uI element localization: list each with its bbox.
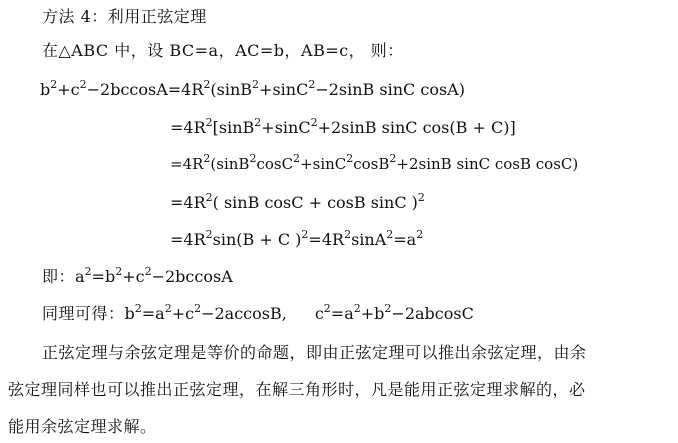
exponent: 2 [308,77,316,91]
eq2-part: [sinB [212,118,255,137]
exponent: 2 [346,152,354,165]
eq2-part: +2sinB sinC cos(B + C)] [317,118,516,137]
eq3-part: +sinC [300,155,347,173]
exponent: 2 [386,227,394,241]
eq5-part: =a [393,230,417,249]
eq5-part: sinA [351,230,387,249]
eq3-part: (sinB [210,155,250,173]
exponent: 2 [310,115,318,129]
result-part: −2bccosA [151,267,233,286]
eq4-part: ( sinB cosC + cosB sinC ) [212,193,418,212]
result-line [42,264,233,287]
exponent: 2 [205,190,213,204]
result-part: =b [91,267,116,286]
result-label: 即： [42,267,76,286]
eq4-part: =4R [170,193,206,212]
equation-line-5 [170,227,424,250]
exponent: 2 [79,77,87,91]
eq3-part: cosB [353,155,390,173]
method-title: 方法 4：利用正弦定理 [42,7,207,26]
eq1-part: +sinC [259,80,309,99]
exponent: 2 [249,152,257,165]
eq3-part: +2sinB sinC cosB cosC) [396,155,579,173]
equation-line-2 [170,115,516,138]
similar-part: =a [330,304,354,323]
exponent: 2 [252,77,260,91]
exponent: 2 [301,227,309,241]
exponent: 2 [416,227,424,241]
eq1-part: −2bccosA=4R [86,80,204,99]
exponent: 2 [164,301,172,315]
exponent: 2 [144,264,152,278]
exponent: 2 [134,301,142,315]
exponent: 2 [389,152,397,165]
similar-part: −2abcosC [391,304,474,323]
exponent: 2 [115,264,123,278]
result-part: a [75,267,85,286]
paragraph-line-3: 能用余弦定理求解。 [8,417,157,436]
eq5-part: =4R [170,230,206,249]
similar-part: c [314,304,324,323]
exponent: 2 [194,301,202,315]
similar-part: +b [360,304,385,323]
exponent: 2 [417,190,425,204]
exponent: 2 [384,301,392,315]
paragraph-line-1: 正弦定理与余弦定理是等价的命题，即由正弦定理可以推出余弦定理，由余 [42,343,587,362]
similar-part: =a [141,304,165,323]
exponent: 2 [353,301,361,315]
paragraph-line-2: 弦定理同样也可以推出正弦定理，在解三角形时，凡是能用正弦定理求解的，必 [8,380,586,399]
similar-label: 同理可得： [42,304,125,323]
exponent: 2 [293,152,301,165]
setup-line: 在△ABC 中，设 BC=a，AC=b，AB=c， 则： [42,41,404,60]
exponent: 2 [205,115,213,129]
exponent: 2 [203,77,211,91]
exponent: 2 [344,227,352,241]
similar-part: +c [171,304,195,323]
eq1-part: b [40,80,51,99]
eq1-part: −2sinB sinC cosA) [315,80,465,99]
eq5-part: =4R [308,230,345,249]
eq3-part: cosC [256,155,294,173]
similar-part: b [124,304,135,323]
exponent: 2 [254,115,262,129]
equation-line-1 [40,77,465,100]
exponent: 2 [50,77,58,91]
exponent: 2 [323,301,331,315]
exponent: 2 [203,152,211,165]
eq1-part: (sinB [210,80,253,99]
eq3-part: =4R [170,155,204,173]
similar-part: −2accosB, [201,304,287,323]
eq5-part: sin(B + C ) [212,230,302,249]
similar-line [42,301,474,324]
exponent: 2 [205,227,213,241]
equation-line-3 [170,154,578,174]
equation-line-4 [170,190,425,213]
eq2-part: =4R [170,118,206,137]
eq2-part: +sinC [261,118,311,137]
result-part: +c [122,267,145,286]
eq1-part: +c [57,80,80,99]
exponent: 2 [84,264,92,278]
